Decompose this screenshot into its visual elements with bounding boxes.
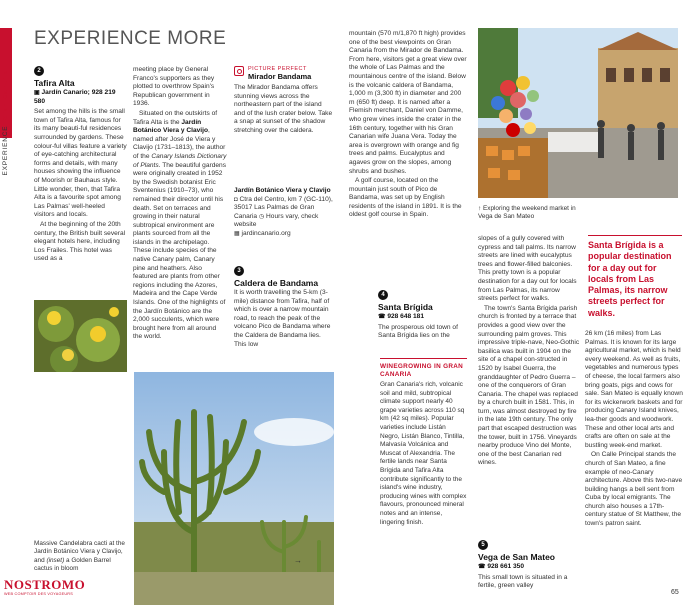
- column-garden: [133, 66, 227, 343]
- winegrowing-box: [380, 358, 467, 527]
- phone-icon: ☎: [378, 314, 386, 320]
- phone-text: 928 648 181: [387, 313, 424, 320]
- clock-icon: ◷: [258, 213, 265, 220]
- paragraph: A golf course, located on the mountain just south of Pico de Bandama, was set up by English residents of the island in 1891. It is the oldest golf course in Spain.: [349, 177, 462, 219]
- phone-icon: ☎: [478, 564, 486, 570]
- pin-icon: ◘: [234, 196, 238, 203]
- cacti-photo-graphic: [134, 372, 334, 605]
- text-span: . The beautiful gardens were originally created in 1952 by the Swedish botanist Eric Sventenius (1910–73), who remained their director until his death. Set on terraces and growing in their natural subtropical environment are plants sourced from all the islands in the archipelago. These include species of the native Canary palm, Canary pine and heathers. Also featured are plants from other regions including the Azores, Madeira and the Cape Verde Islands. One of the highlights of the Jardín Botánico are the 2,000 succulents, which were brought here from all around the world.: [133, 161, 227, 341]
- section-label-region: Gran Canaria: [2, 70, 9, 121]
- column-caldera-cont: [349, 30, 467, 221]
- pull-quote: Santa Brígida is a popular destination for a day out for locals from Las Palmas, its narrow streets perfect for walks.: [588, 235, 682, 319]
- cactus-inset-graphic: [34, 300, 127, 372]
- market-photo-graphic: [478, 28, 678, 198]
- website-text[interactable]: jardincanario.org: [241, 229, 291, 237]
- picture-perfect-kicker: PICTURE PERFECT: [248, 66, 307, 72]
- paragraph: meeting place by General Franco's supporters as they plotted to overthrow Spain's Republican government in 1936.: [133, 66, 215, 108]
- paragraph: The prosperous old town of Santa Brígida lies on the: [378, 323, 458, 340]
- garden-info-address: [234, 196, 334, 230]
- hours-text: Hours vary, check website: [234, 212, 319, 229]
- picture-perfect-title: Mirador Bandama: [248, 72, 312, 81]
- entry-number: 4: [378, 290, 388, 300]
- entry-number: 5: [478, 540, 488, 550]
- page-number: 65: [671, 589, 679, 596]
- paragraph: mountain (570 m/1,870 ft high) provides one of the best viewpoints on Gran Canaria from the Mirador de Bandama. From here, visitors get a great view over the whole of Las Palmas and the mountainous centre of the island. Below is the volcanic caldera of Bandama, 1,000 m (3,300 ft) in diameter and 200 m (650 ft) deep. It is named after a Flemish merchant, Daniel von Damme, who grew vines inside the crater in the 16th century, together with his Gran Canarian wife Juana Vera. Today the area is overgrown with orange and fig trees and palms. Eucalyptus and agaves grow on the slopes, among shrubs and bushes.: [349, 30, 467, 175]
- market-photo: [478, 28, 678, 198]
- picture-perfect-body: The Mirador Bandama offers stunning views across the northeastern part of the island and of the lush crater below. Take a snap at sunset of the shadow stretching over the caldera.: [234, 84, 333, 134]
- web-icon: ▦: [234, 230, 240, 237]
- logo-sub: WEB COMPTOIR DES VOYAGEURS: [4, 592, 73, 596]
- text-span: , named after José de Viera y Clavijo (1731–1813), the author of the: [133, 127, 226, 160]
- garden-website[interactable]: [234, 230, 334, 239]
- book-title: Canary Islands Dictionary of Plants: [133, 152, 227, 169]
- column-caldera: [234, 266, 334, 350]
- caption-text: Massive Candelabra cacti at the Jardín Botánico Viera y Clavijo, and: [34, 540, 125, 564]
- winegrowing-title: WINEGROWING IN GRAN CANARIA: [380, 363, 464, 378]
- phone-text: 928 661 350: [487, 563, 524, 570]
- caption-inset: (inset): [46, 556, 65, 564]
- picture-perfect-box: [234, 66, 334, 136]
- entry-phone: [478, 563, 580, 572]
- paragraph: This small town is situated in a fertile, green valley: [478, 573, 568, 590]
- entry-title-tafira: Tafira Alta: [34, 78, 75, 88]
- text-span: Situated on the outskirts of Tafira Alta is the: [133, 109, 218, 126]
- column-tafira: [34, 66, 127, 265]
- caption-market: [478, 205, 588, 222]
- caption-cacti: [34, 540, 130, 574]
- golden-barrel-cactus-photo: [34, 300, 127, 372]
- arrow-right-icon: →: [294, 556, 302, 565]
- nostromo-logo: [4, 577, 86, 604]
- section-label-experience: EXPERIENCE: [2, 125, 9, 176]
- info-icon: ▣: [34, 90, 40, 96]
- contact-text: Jardín Canario; 928 219 580: [34, 89, 116, 105]
- paragraph: The town's Santa Brígida parish church is fronted by a terrace that provides a good view over the surrounding palm groves. This impressive triple-nave, Neo-Gothic basilica was built in 1904 on the site of a chapel con-structed in 1520 by Isabel Guerra, the granddaughter of Pedro Guerra – one of the conquerors of Gran Canaria. The chapel was replaced by a church built in 1581. This, in turn, was almost destroyed by fire in the late 19th century. The only part that escaped destruction was the tower, built in 1756. Vineyards nearby produce Vino del Monte, one of the best Canarian red wines.: [478, 304, 580, 467]
- entry-title-vega: Vega de San Mateo: [478, 552, 555, 562]
- column-santa-brigida: [378, 290, 470, 342]
- paragraph: [133, 110, 227, 342]
- arrow-up-icon: ↑: [478, 205, 482, 212]
- paragraph: slopes of a gully covered with cypress and tall palms. Its narrow streets are lined with eucalyptus trees and flower-filled balconies. This pretty town is a popular destination for a day out for locals from Las Palmas, its narrow streets perfect for walks.: [478, 235, 577, 303]
- paragraph: At the beginning of the 20th century, the British built several elegant hotels here, including Los Frailes. This hotel was used as a: [34, 220, 126, 263]
- column-santa-brigida-cont: [478, 235, 580, 469]
- logo-main: NOSTROMO: [4, 577, 86, 592]
- garden-name: Jardín Botánico Viera y Clavijo: [133, 118, 209, 135]
- candelabra-cacti-photo: [134, 372, 334, 605]
- paragraph: Set among the hills is the small town of Tafira Alta, famous for its many beauti-ful residences surrounded by gardens. These colour-ful villas feature a variety of eye-catching architectural forms and details, with many houses showing the influence of Moorish or Bauhaus style. Little wonder, then, that Tafira Alta is a favourite spot among Las Palmas' well-heeled visitors and locals.: [34, 108, 127, 219]
- entry-title-caldera: Caldera de Bandama: [234, 278, 319, 288]
- entry-number: 2: [34, 66, 44, 76]
- paragraph: 26 km (16 miles) from Las Palmas. It is known for its large agricultural market, which is held every weekend. As well as fruits, vegetables and numerous types of cheese, the local farmers also bring goats, pigs and cows for sale. San Mateo is equally known for its wickerwork baskets and for producing Canary Island knives, lea-ther goods and woodwork. These and other local arts and crafts are often on sale at the bustling week-end market.: [585, 330, 683, 449]
- entry-phone: [378, 313, 470, 322]
- garden-info: [234, 187, 334, 239]
- winegrowing-body: Gran Canaria's rich, volcanic soil and mild, subtropical climate support nearly 40 grape varieties across 110 sq km (42 sq miles). Popular varieties include Listán Negro, Listán Blanco, Tintilla, Malvasía Volcánica and Muscat of Alexandria. The fertile lands near Santa Brígida and Tafira Alta contribute significantly to the island's wine industry, producing wines with complex flavours, pronounced mineral notes and an intense, lingering finish.: [380, 381, 467, 526]
- column-vega-cont: [585, 330, 683, 530]
- address-text: Ctra del Centro, km 7 (GC-110), 35017 Las Palmas de Gran Canaria: [234, 195, 333, 220]
- camera-icon: [234, 66, 244, 76]
- caption-text: a Golden Barrel cactus in bloom: [34, 556, 111, 573]
- page-title: EXPERIENCE MORE: [34, 28, 227, 49]
- paragraph: On Calle Principal stands the church of San Mateo, a fine example of neo-Canary architecture. Above this two-nave building hangs a bell sent from Cuba by local emigrants. The church also houses a 17th-century statue of St Matthew, the town's patron saint.: [585, 451, 683, 528]
- paragraph: It is worth travelling the 5-km (3-mile) distance from Tafira, half of which is over a narrow mountain road, to reach the peak of the volcano Pico de Bandama where the Caldera de Bandama lies. This low: [234, 289, 331, 348]
- column-vega: [478, 540, 580, 592]
- garden-info-title: Jardín Botánico Viera y Clavijo: [234, 187, 331, 194]
- entry-number: 3: [234, 266, 244, 276]
- entry-title-santa-brigida: Santa Brígida: [378, 302, 433, 312]
- caption-text: Exploring the weekend market in Vega de San Mateo: [478, 205, 576, 221]
- section-label: [2, 70, 14, 220]
- entry-contact: [34, 89, 127, 106]
